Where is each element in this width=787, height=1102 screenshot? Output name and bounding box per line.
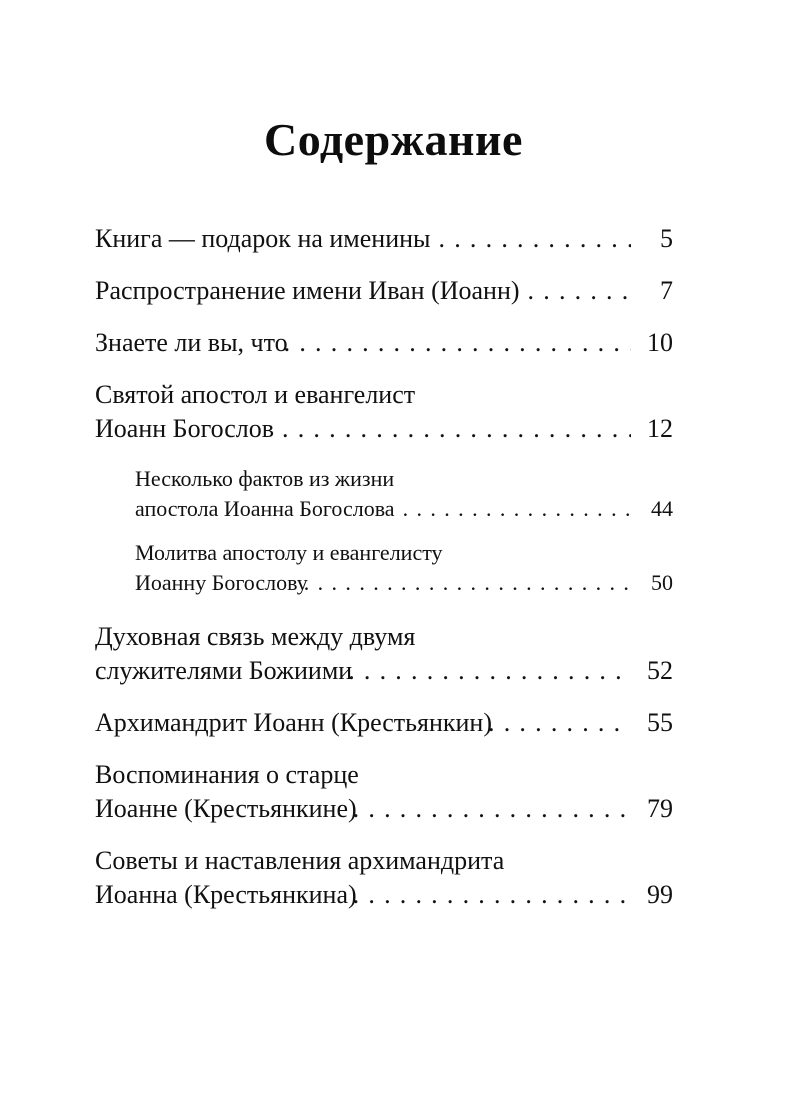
toc-entry-text-line: Святой апостол и евангелист	[95, 380, 416, 409]
toc-entry-title: Книга — подарок на именины	[95, 224, 431, 253]
toc-leader-dots	[353, 878, 631, 912]
toc-entry-last-line	[135, 494, 673, 524]
toc-page-number: 44	[651, 496, 673, 521]
toc-page-number: 5	[660, 224, 673, 253]
toc-page-number: 10	[647, 328, 673, 357]
toc-entry-last-line	[95, 326, 673, 360]
toc-entry-text-line: Духовная связь между двумя	[95, 622, 416, 651]
toc-page-number: 7	[660, 276, 673, 305]
toc-entry-text-line: Воспоминания о старце	[95, 760, 359, 789]
toc-entry[interactable]	[95, 620, 673, 688]
toc-entry-last-line	[95, 222, 673, 256]
toc-leader-dots	[528, 274, 631, 308]
toc-leader-dots	[488, 706, 631, 740]
toc-entry-title: апостола Иоанна Богослова	[135, 496, 395, 521]
toc-entry-text-line: Молитва апостолу и евангелисту	[135, 540, 443, 565]
toc-entry[interactable]	[95, 274, 673, 308]
toc-entry[interactable]	[135, 464, 673, 524]
toc-leader-dots	[282, 412, 631, 446]
toc-entry-last-line	[95, 412, 673, 446]
toc-entry-title: Иоанн Богослов	[95, 414, 275, 443]
toc-entry[interactable]	[95, 222, 673, 256]
toc-leader-dots	[304, 568, 635, 598]
toc-leader-dots	[353, 792, 631, 826]
toc-entry[interactable]	[95, 378, 673, 446]
toc-entry-title: Архимандрит Иоанн (Крестьянкин)	[95, 708, 493, 737]
toc-entry-title: Иоанну Богослову	[135, 570, 308, 595]
toc-entry-last-line	[135, 568, 673, 598]
toc-entry-last-line	[95, 792, 673, 826]
toc-entry-title: Иоанне (Крестьянкине)	[95, 794, 357, 823]
toc-entry-title: Иоанна (Крестьянкина)	[95, 880, 357, 909]
toc-entry-last-line	[95, 706, 673, 740]
toc-entry-title: Знаете ли вы, что	[95, 328, 288, 357]
toc-page-number: 12	[647, 414, 673, 443]
toc-page-number: 55	[647, 708, 673, 737]
toc-entry-text-line: Советы и наставления архимандрита	[95, 846, 505, 875]
toc-leader-dots	[348, 654, 631, 688]
toc-entry[interactable]	[135, 538, 673, 598]
toc-leader-dots	[284, 326, 631, 360]
toc-page-number: 99	[647, 880, 673, 909]
toc-entry-title: служителями Божиими	[95, 656, 353, 685]
page-title: Содержание	[264, 113, 523, 165]
toc-entry-title: Распространение имени Иван (Иоанн)	[95, 276, 520, 305]
toc-list	[95, 222, 673, 912]
toc-entry-last-line	[95, 878, 673, 912]
toc-leader-dots	[403, 494, 635, 524]
toc-page-number: 79	[647, 794, 673, 823]
toc-entry[interactable]	[95, 758, 673, 826]
toc-entry[interactable]	[95, 706, 673, 740]
toc-entry-last-line	[95, 654, 673, 688]
toc-entry-text-line: Несколько фактов из жизни	[135, 466, 395, 491]
toc-entry-last-line	[95, 274, 673, 308]
toc-leader-dots	[439, 222, 631, 256]
toc-page-number: 50	[651, 570, 673, 595]
toc-entry[interactable]	[95, 844, 673, 912]
toc-page-number: 52	[647, 656, 673, 685]
toc-entry[interactable]	[95, 326, 673, 360]
